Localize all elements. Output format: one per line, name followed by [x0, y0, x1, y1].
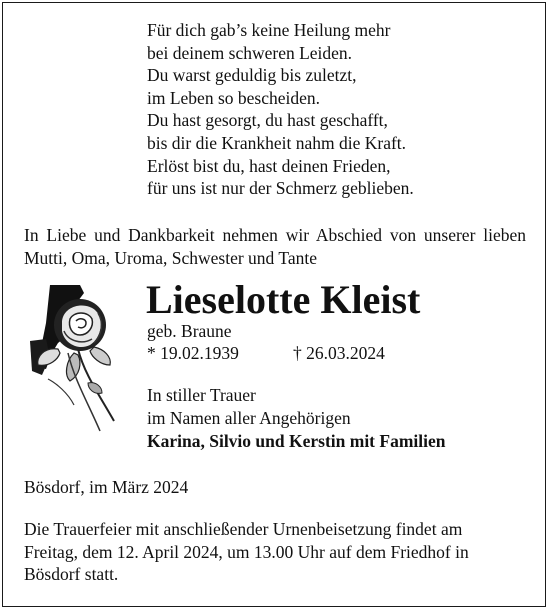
poem-line: Für dich gab’s keine Heilung mehr [147, 20, 391, 40]
ceremony-notice [24, 518, 526, 586]
deceased-name: Lieselotte Kleist [146, 277, 421, 322]
mourner-names: Karina, Silvio und Kerstin mit Familien [147, 431, 446, 451]
poem-line: Erlöst bist du, hast deinen Frieden, [147, 155, 391, 176]
poem-line: für uns ist nur der Schmerz geblieben. [147, 178, 414, 199]
poem [147, 19, 414, 200]
mourning-line: In stiller Trauer [147, 385, 256, 405]
rose-icon [28, 283, 126, 435]
place-date: Bösdorf, im März 2024 [24, 477, 189, 497]
poem-line: bei deinem schweren Leiden. [147, 42, 353, 63]
birth-name: geb. Braune [147, 321, 232, 341]
birth-date: * 19.02.1939 [147, 343, 239, 363]
poem-line: im Leben so bescheiden. [147, 87, 321, 108]
ceremony-line: Freitag, dem 12. April 2024, um 13.00 Uhr auf dem Friedhof in [24, 541, 469, 562]
death-date: † 26.03.2024 [293, 343, 385, 363]
relatives-line: im Namen aller Angehörigen [147, 408, 351, 428]
poem-line: Du warst geduldig bis zuletzt, [147, 65, 357, 86]
poem-line: Du hast gesorgt, du hast geschafft, [147, 110, 388, 131]
ceremony-line: Bösdorf statt. [24, 564, 119, 585]
ceremony-line: Die Trauerfeier mit anschließender Urnenbeisetzung findet am [24, 519, 463, 539]
intro-text: In Liebe und Dankbarkeit nehmen wir Abschied von unserer lieben Mutti, Oma, Uroma, Schwester und Tante [24, 225, 526, 268]
poem-line: bis dir die Krankheit nahm die Kraft. [147, 132, 407, 153]
